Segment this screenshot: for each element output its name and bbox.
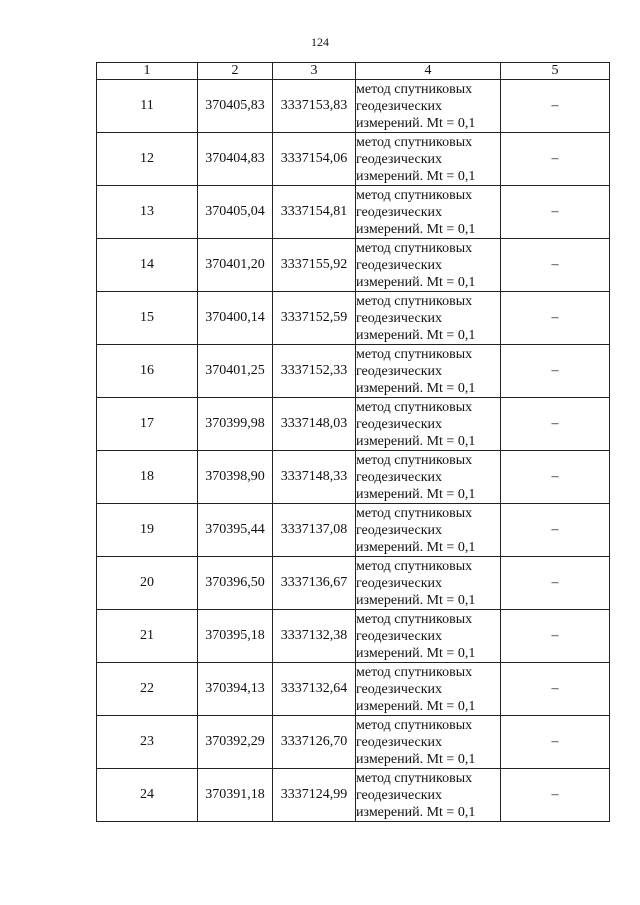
column-header-3: 3: [273, 63, 356, 80]
method-line: метод спутниковых: [356, 240, 473, 256]
table-header-row: [97, 63, 610, 80]
method-line: геодезических: [356, 628, 443, 644]
method-line: геодезических: [356, 787, 443, 803]
method-cell: [356, 345, 501, 398]
page-number: 124: [311, 35, 329, 49]
point-number-cell: 22: [97, 663, 198, 716]
note-cell: –: [501, 80, 610, 133]
x-coordinate-cell: 370398,90: [198, 451, 273, 504]
x-coordinate-cell: 370391,18: [198, 769, 273, 822]
method-line: метод спутниковых: [356, 187, 473, 203]
method-line: измерений. Mt = 0,1: [356, 804, 476, 820]
table-row: [97, 504, 610, 557]
note-cell: –: [501, 292, 610, 345]
x-coordinate-cell: 370405,83: [198, 80, 273, 133]
point-number-cell: 24: [97, 769, 198, 822]
note-cell: –: [501, 663, 610, 716]
y-coordinate-cell: 3337148,33: [273, 451, 356, 504]
method-line: метод спутниковых: [356, 134, 473, 150]
x-coordinate-cell: 370400,14: [198, 292, 273, 345]
method-line: геодезических: [356, 469, 443, 485]
y-coordinate-cell: 3337132,38: [273, 610, 356, 663]
method-line: измерений. Mt = 0,1: [356, 327, 476, 343]
method-cell: [356, 663, 501, 716]
method-line: геодезических: [356, 734, 443, 750]
note-cell: –: [501, 504, 610, 557]
point-number-cell: 17: [97, 398, 198, 451]
table-row: [97, 186, 610, 239]
point-number-cell: 19: [97, 504, 198, 557]
note-cell: –: [501, 716, 610, 769]
x-coordinate-cell: 370392,29: [198, 716, 273, 769]
method-cell: [356, 186, 501, 239]
table-row: [97, 398, 610, 451]
y-coordinate-cell: 3337148,03: [273, 398, 356, 451]
method-line: метод спутниковых: [356, 452, 473, 468]
method-line: измерений. Mt = 0,1: [356, 221, 476, 237]
y-coordinate-cell: 3337152,59: [273, 292, 356, 345]
method-line: геодезических: [356, 681, 443, 697]
y-coordinate-cell: 3337153,83: [273, 80, 356, 133]
table-row: [97, 133, 610, 186]
y-coordinate-cell: 3337155,92: [273, 239, 356, 292]
note-cell: –: [501, 345, 610, 398]
column-header-4: 4: [356, 63, 501, 80]
method-line: метод спутниковых: [356, 558, 473, 574]
method-line: метод спутниковых: [356, 770, 473, 786]
x-coordinate-cell: 370404,83: [198, 133, 273, 186]
method-line: измерений. Mt = 0,1: [356, 645, 476, 661]
method-cell: [356, 769, 501, 822]
point-number-cell: 11: [97, 80, 198, 133]
x-coordinate-cell: 370399,98: [198, 398, 273, 451]
method-line: метод спутниковых: [356, 611, 473, 627]
y-coordinate-cell: 3337126,70: [273, 716, 356, 769]
y-coordinate-cell: 3337154,06: [273, 133, 356, 186]
point-number-cell: 12: [97, 133, 198, 186]
method-cell: [356, 716, 501, 769]
table-row: [97, 716, 610, 769]
note-cell: –: [501, 610, 610, 663]
method-line: геодезических: [356, 416, 443, 432]
column-header-2: 2: [198, 63, 273, 80]
method-cell: [356, 133, 501, 186]
method-line: измерений. Mt = 0,1: [356, 274, 476, 290]
point-number-cell: 13: [97, 186, 198, 239]
method-line: метод спутниковых: [356, 399, 473, 415]
table-row: [97, 239, 610, 292]
method-cell: [356, 557, 501, 610]
method-line: метод спутниковых: [356, 505, 473, 521]
note-cell: –: [501, 769, 610, 822]
note-cell: –: [501, 239, 610, 292]
point-number-cell: 21: [97, 610, 198, 663]
method-cell: [356, 610, 501, 663]
x-coordinate-cell: 370396,50: [198, 557, 273, 610]
x-coordinate-cell: 370401,25: [198, 345, 273, 398]
method-cell: [356, 451, 501, 504]
method-line: геодезических: [356, 98, 443, 114]
table-row: [97, 769, 610, 822]
point-number-cell: 23: [97, 716, 198, 769]
method-line: измерений. Mt = 0,1: [356, 115, 476, 131]
method-line: измерений. Mt = 0,1: [356, 751, 476, 767]
point-number-cell: 14: [97, 239, 198, 292]
x-coordinate-cell: 370394,13: [198, 663, 273, 716]
y-coordinate-cell: 3337154,81: [273, 186, 356, 239]
coordinates-table: [96, 62, 610, 822]
table-row: [97, 610, 610, 663]
table-row: [97, 292, 610, 345]
method-line: измерений. Mt = 0,1: [356, 539, 476, 555]
method-line: метод спутниковых: [356, 81, 473, 97]
method-cell: [356, 398, 501, 451]
method-cell: [356, 80, 501, 133]
point-number-cell: 15: [97, 292, 198, 345]
note-cell: –: [501, 451, 610, 504]
method-cell: [356, 239, 501, 292]
point-number-cell: 16: [97, 345, 198, 398]
note-cell: –: [501, 398, 610, 451]
y-coordinate-cell: 3337132,64: [273, 663, 356, 716]
x-coordinate-cell: 370395,44: [198, 504, 273, 557]
y-coordinate-cell: 3337137,08: [273, 504, 356, 557]
column-header-1: 1: [97, 63, 198, 80]
note-cell: –: [501, 133, 610, 186]
method-line: метод спутниковых: [356, 717, 473, 733]
y-coordinate-cell: 3337152,33: [273, 345, 356, 398]
y-coordinate-cell: 3337124,99: [273, 769, 356, 822]
method-line: метод спутниковых: [356, 293, 473, 309]
method-line: геодезических: [356, 204, 443, 220]
table-row: [97, 345, 610, 398]
table-row: [97, 451, 610, 504]
method-line: измерений. Mt = 0,1: [356, 433, 476, 449]
column-header-5: 5: [501, 63, 610, 80]
method-line: измерений. Mt = 0,1: [356, 380, 476, 396]
method-line: геодезических: [356, 310, 443, 326]
method-cell: [356, 292, 501, 345]
method-line: измерений. Mt = 0,1: [356, 698, 476, 714]
note-cell: –: [501, 557, 610, 610]
method-line: геодезических: [356, 575, 443, 591]
method-line: измерений. Mt = 0,1: [356, 486, 476, 502]
method-cell: [356, 504, 501, 557]
table-row: [97, 80, 610, 133]
point-number-cell: 18: [97, 451, 198, 504]
y-coordinate-cell: 3337136,67: [273, 557, 356, 610]
note-cell: –: [501, 186, 610, 239]
x-coordinate-cell: 370405,04: [198, 186, 273, 239]
x-coordinate-cell: 370401,20: [198, 239, 273, 292]
table-row: [97, 557, 610, 610]
method-line: метод спутниковых: [356, 346, 473, 362]
method-line: метод спутниковых: [356, 664, 473, 680]
method-line: геодезических: [356, 151, 443, 167]
table-row: [97, 663, 610, 716]
method-line: измерений. Mt = 0,1: [356, 168, 476, 184]
table-body: [97, 80, 610, 822]
point-number-cell: 20: [97, 557, 198, 610]
x-coordinate-cell: 370395,18: [198, 610, 273, 663]
method-line: геодезических: [356, 257, 443, 273]
method-line: геодезических: [356, 363, 443, 379]
method-line: измерений. Mt = 0,1: [356, 592, 476, 608]
method-line: геодезических: [356, 522, 443, 538]
